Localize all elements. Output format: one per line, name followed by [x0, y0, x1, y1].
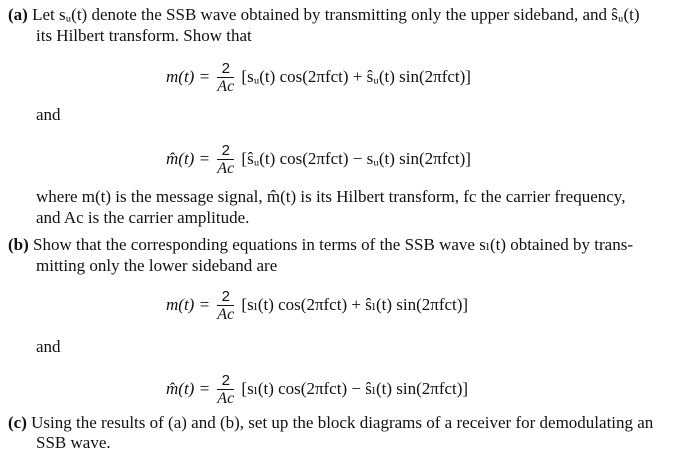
fraction-numerator: 2: [217, 60, 234, 78]
equation-a1: [166, 60, 471, 96]
equation-b1-fraction: [217, 288, 234, 324]
part-b-and: and: [36, 337, 61, 356]
equation-b1: [166, 288, 468, 324]
fraction-denominator: Aс: [217, 390, 235, 407]
equation-b2-rhs: [sₗ(t) cos(2πfсt) − ŝₗ(t) sin(2πfсt)]: [241, 378, 469, 398]
fraction-denominator: Aс: [217, 78, 235, 95]
part-a-line-1: [8, 4, 640, 26]
part-a-line-2: its Hilbert transform. Show that: [36, 26, 252, 45]
equation-a2-rhs: [ŝᵤ(t) cos(2πfсt) − sᵤ(t) sin(2πfсt)]: [241, 148, 471, 168]
part-c-label: (c): [8, 413, 27, 432]
equation-b2-fraction: [217, 372, 234, 408]
equation-b2-lhs: m̂(t) =: [166, 378, 211, 398]
equation-a2: [166, 142, 471, 178]
part-c-text-1: Using the results of (a) and (b), set up the block diagrams of a receiver for demodulating an: [31, 413, 654, 432]
part-a-text-1: Let sᵤ(t) denote the SSB wave obtained by transmitting only the upper sideband, and ŝᵤ(t): [32, 5, 640, 24]
part-b-label: (b): [8, 235, 29, 254]
equation-b2: [166, 372, 468, 408]
equation-b1-rhs: [sₗ(t) cos(2πfсt) + ŝₗ(t) sin(2πfсt)]: [241, 294, 469, 314]
equation-a2-lhs: m̂(t) =: [166, 148, 211, 168]
fraction-numerator: 2: [217, 372, 234, 390]
part-a-label: (a): [8, 5, 28, 24]
equation-a1-rhs: [sᵤ(t) cos(2πfсt) + ŝᵤ(t) sin(2πfсt)]: [241, 66, 471, 86]
equation-a1-lhs: m(t) =: [166, 66, 211, 86]
equation-a1-fraction: [217, 60, 234, 96]
fraction-numerator: 2: [217, 288, 234, 306]
equation-b1-lhs: m(t) =: [166, 294, 211, 314]
part-a-and: and: [36, 105, 61, 124]
part-b-line-1: [8, 234, 633, 256]
fraction-numerator: 2: [217, 142, 234, 160]
part-c-line-2: SSB wave.: [36, 433, 111, 452]
part-b-line-2: mitting only the lower sideband are: [36, 256, 278, 275]
fraction-denominator: Aс: [217, 160, 235, 177]
part-a-where-2: and Aс is the carrier amplitude.: [36, 208, 250, 227]
part-c-line-1: [8, 412, 653, 434]
part-a-where-1: where m(t) is the message signal, m̂(t) is its Hilbert transform, fс the carrier frequency,: [36, 187, 626, 206]
fraction-denominator: Aс: [217, 306, 235, 323]
part-b-text-1: Show that the corresponding equations in terms of the SSB wave sₗ(t) obtained by trans-: [33, 235, 633, 254]
equation-a2-fraction: [217, 142, 234, 178]
